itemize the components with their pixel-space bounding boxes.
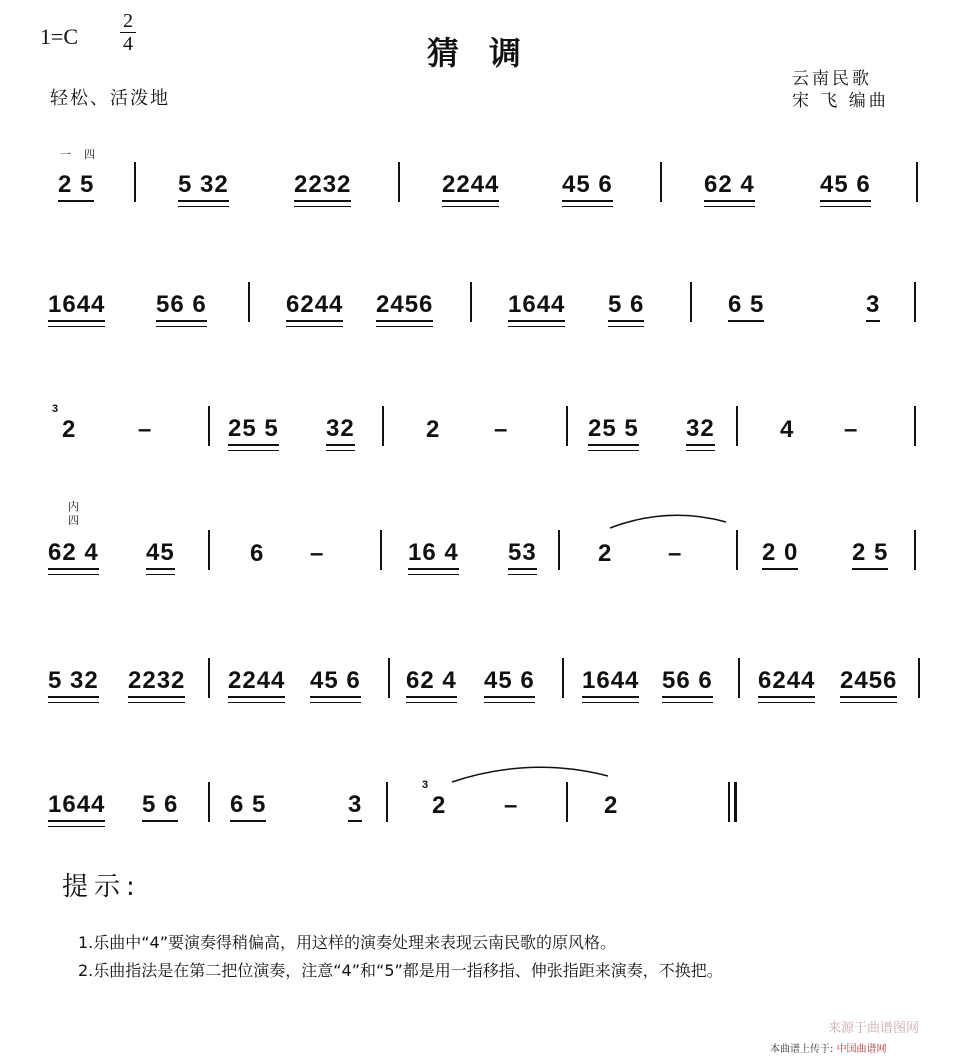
note-group: 2232 — [294, 171, 351, 202]
fingering-mark: 四 — [68, 514, 79, 527]
note-group: 6 — [250, 540, 265, 567]
measure — [426, 410, 440, 450]
measure — [840, 662, 897, 702]
measure — [508, 286, 565, 326]
measure — [58, 166, 94, 206]
measure — [376, 286, 433, 326]
note-group: 1644 — [508, 291, 565, 322]
bar-line — [208, 658, 210, 698]
bar-line — [380, 530, 382, 570]
slur-tie — [450, 764, 610, 784]
note-group: 53 — [508, 539, 537, 570]
note-group: 56 6 — [156, 291, 207, 322]
time-signature-bottom: 4 — [123, 33, 133, 55]
note-group: 2 — [604, 792, 619, 819]
note-group: – — [310, 540, 325, 567]
score-line-6 — [48, 779, 918, 826]
grace-note: 3 — [422, 779, 429, 791]
note-group: 2 — [598, 540, 613, 567]
measure — [562, 166, 613, 206]
note-group: 32 — [326, 415, 355, 446]
bar-line — [386, 782, 388, 822]
measure — [484, 662, 535, 702]
bar-line — [208, 406, 210, 446]
note-group: 56 6 — [662, 667, 713, 698]
note-group: 6 5 — [728, 291, 764, 322]
hint-note-2: 2.乐曲指法是在第二把位演奏，注意“4”和“5”都是用一指移指、伸张指距来演奏，不换把。 — [78, 961, 723, 980]
arranger-credit: 宋 飞 编曲 — [792, 91, 889, 111]
note-group: 3 — [866, 291, 880, 322]
bar-line — [736, 530, 738, 570]
bar-line — [916, 162, 918, 202]
footer-credit — [770, 1040, 887, 1055]
measure — [758, 662, 815, 702]
measure — [156, 286, 207, 326]
note-group: 1644 — [582, 667, 639, 698]
measure — [728, 286, 764, 326]
note-group: 3 — [348, 791, 362, 822]
measure — [686, 410, 715, 450]
note-group: 5 6 — [608, 291, 644, 322]
grace-note: 3 — [52, 403, 59, 415]
note-group: 2 0 — [762, 539, 798, 570]
hints-title: 提示: — [62, 872, 141, 902]
note-group: – — [668, 540, 683, 567]
measure — [348, 786, 362, 826]
tempo-marking: 轻松、活泼地 — [50, 88, 170, 109]
measure — [604, 786, 618, 826]
watermark — [828, 1022, 919, 1036]
note-group: 5 32 — [48, 667, 99, 698]
note-group: 45 6 — [484, 667, 535, 698]
fingering-mark: 一 — [60, 148, 71, 161]
measure — [310, 662, 361, 702]
note-group: 62 4 — [406, 667, 457, 698]
note-group: 4 — [780, 416, 795, 443]
note-group: 45 6 — [562, 171, 613, 202]
score-line-1 — [48, 148, 918, 206]
measure — [142, 786, 178, 826]
bar-line — [558, 530, 560, 570]
note-group: – — [844, 416, 859, 443]
measure — [250, 534, 264, 574]
measure — [406, 662, 457, 702]
note-group: 2 — [432, 792, 447, 819]
measure — [582, 662, 639, 702]
measure — [286, 286, 343, 326]
note-group: 62 4 — [704, 171, 755, 202]
bar-line — [660, 162, 662, 202]
note-group: 2 5 — [852, 539, 888, 570]
bar-line — [914, 530, 916, 570]
bar-line — [388, 658, 390, 698]
slur-tie — [608, 512, 728, 532]
note-group: 25 5 — [228, 415, 279, 446]
measure — [820, 166, 871, 206]
measure — [408, 534, 459, 574]
note-group: 6 5 — [230, 791, 266, 822]
bar-line — [470, 282, 472, 322]
measure — [48, 662, 99, 702]
note-group: 45 6 — [820, 171, 871, 202]
bar-line — [562, 658, 564, 698]
bar-line — [134, 162, 136, 202]
fingering-mark: 四 — [84, 148, 95, 161]
time-signature-top: 2 — [123, 10, 133, 32]
note-group: 6244 — [758, 667, 815, 698]
bar-line — [736, 406, 738, 446]
measure — [138, 410, 152, 450]
note-group: 16 4 — [408, 539, 459, 570]
bar-line — [566, 782, 568, 822]
measure — [494, 410, 508, 450]
note-group: 62 4 — [48, 539, 99, 570]
hint-note-1: 1.乐曲中“4”要演奏得稍偏高，用这样的演奏处理来表现云南民歌的原风格。 — [78, 933, 617, 952]
score-line-4 — [48, 500, 918, 574]
note-group: 32 — [686, 415, 715, 446]
measure — [294, 166, 351, 206]
bar-line — [918, 658, 920, 698]
page-title: 猜调 — [426, 34, 551, 72]
source-origin: 云南民歌 — [792, 69, 872, 89]
measure — [704, 166, 755, 206]
note-group: 5 6 — [142, 791, 178, 822]
measure — [48, 286, 105, 326]
measure — [780, 410, 794, 450]
note-group: 2244 — [442, 171, 499, 202]
bar-line — [738, 658, 740, 698]
source-credit — [792, 68, 889, 112]
measure — [504, 786, 518, 826]
note-group: – — [494, 416, 509, 443]
measure — [442, 166, 499, 206]
note-group: 1644 — [48, 791, 105, 822]
measure — [146, 534, 175, 574]
footer-site: 中国曲谱网 — [836, 1044, 887, 1055]
measure — [588, 410, 639, 450]
measure — [762, 534, 798, 574]
fingering-mark: 内 — [68, 500, 79, 513]
measure — [668, 534, 682, 574]
footer-text: 本曲谱上传于: — [770, 1044, 834, 1055]
measure — [662, 662, 713, 702]
note-group: 2244 — [228, 667, 285, 698]
measure — [128, 662, 185, 702]
bar-line — [382, 406, 384, 446]
key-signature: 1=C — [40, 24, 79, 49]
note-group: 2456 — [376, 291, 433, 322]
note-group: 2 5 — [58, 171, 94, 202]
note-group: 2232 — [128, 667, 185, 698]
bar-line — [248, 282, 250, 322]
measure — [62, 410, 76, 450]
measure — [48, 534, 99, 574]
measure — [852, 534, 888, 574]
measure — [228, 410, 279, 450]
final-bar-line-thin — [728, 782, 730, 822]
note-group: 1644 — [48, 291, 105, 322]
bar-line — [914, 282, 916, 322]
bar-line — [914, 406, 916, 446]
measure — [230, 786, 266, 826]
measure — [844, 410, 858, 450]
bar-line — [690, 282, 692, 322]
note-group: 2 — [62, 416, 77, 443]
note-group: 2 — [426, 416, 441, 443]
note-group: 5 32 — [178, 171, 229, 202]
note-group: 25 5 — [588, 415, 639, 446]
score-line-3 — [48, 403, 918, 450]
measure — [326, 410, 355, 450]
measure — [228, 662, 285, 702]
final-bar-line-thick — [734, 782, 737, 822]
note-group: – — [138, 416, 153, 443]
measure — [432, 786, 446, 826]
measure — [310, 534, 324, 574]
bar-line — [566, 406, 568, 446]
measure — [608, 286, 644, 326]
watermark-line-1: 来源于曲谱图网 — [828, 1021, 920, 1036]
note-group: 45 6 — [310, 667, 361, 698]
measure — [866, 286, 880, 326]
note-group: – — [504, 792, 519, 819]
bar-line — [208, 530, 210, 570]
note-group: 6244 — [286, 291, 343, 322]
measure — [48, 786, 105, 826]
score-line-5 — [48, 662, 918, 702]
bar-line — [208, 782, 210, 822]
note-group: 45 — [146, 539, 175, 570]
score-line-2 — [48, 286, 918, 326]
note-group: 2456 — [840, 667, 897, 698]
bar-line — [398, 162, 400, 202]
measure — [178, 166, 229, 206]
measure — [598, 534, 612, 574]
measure — [508, 534, 537, 574]
